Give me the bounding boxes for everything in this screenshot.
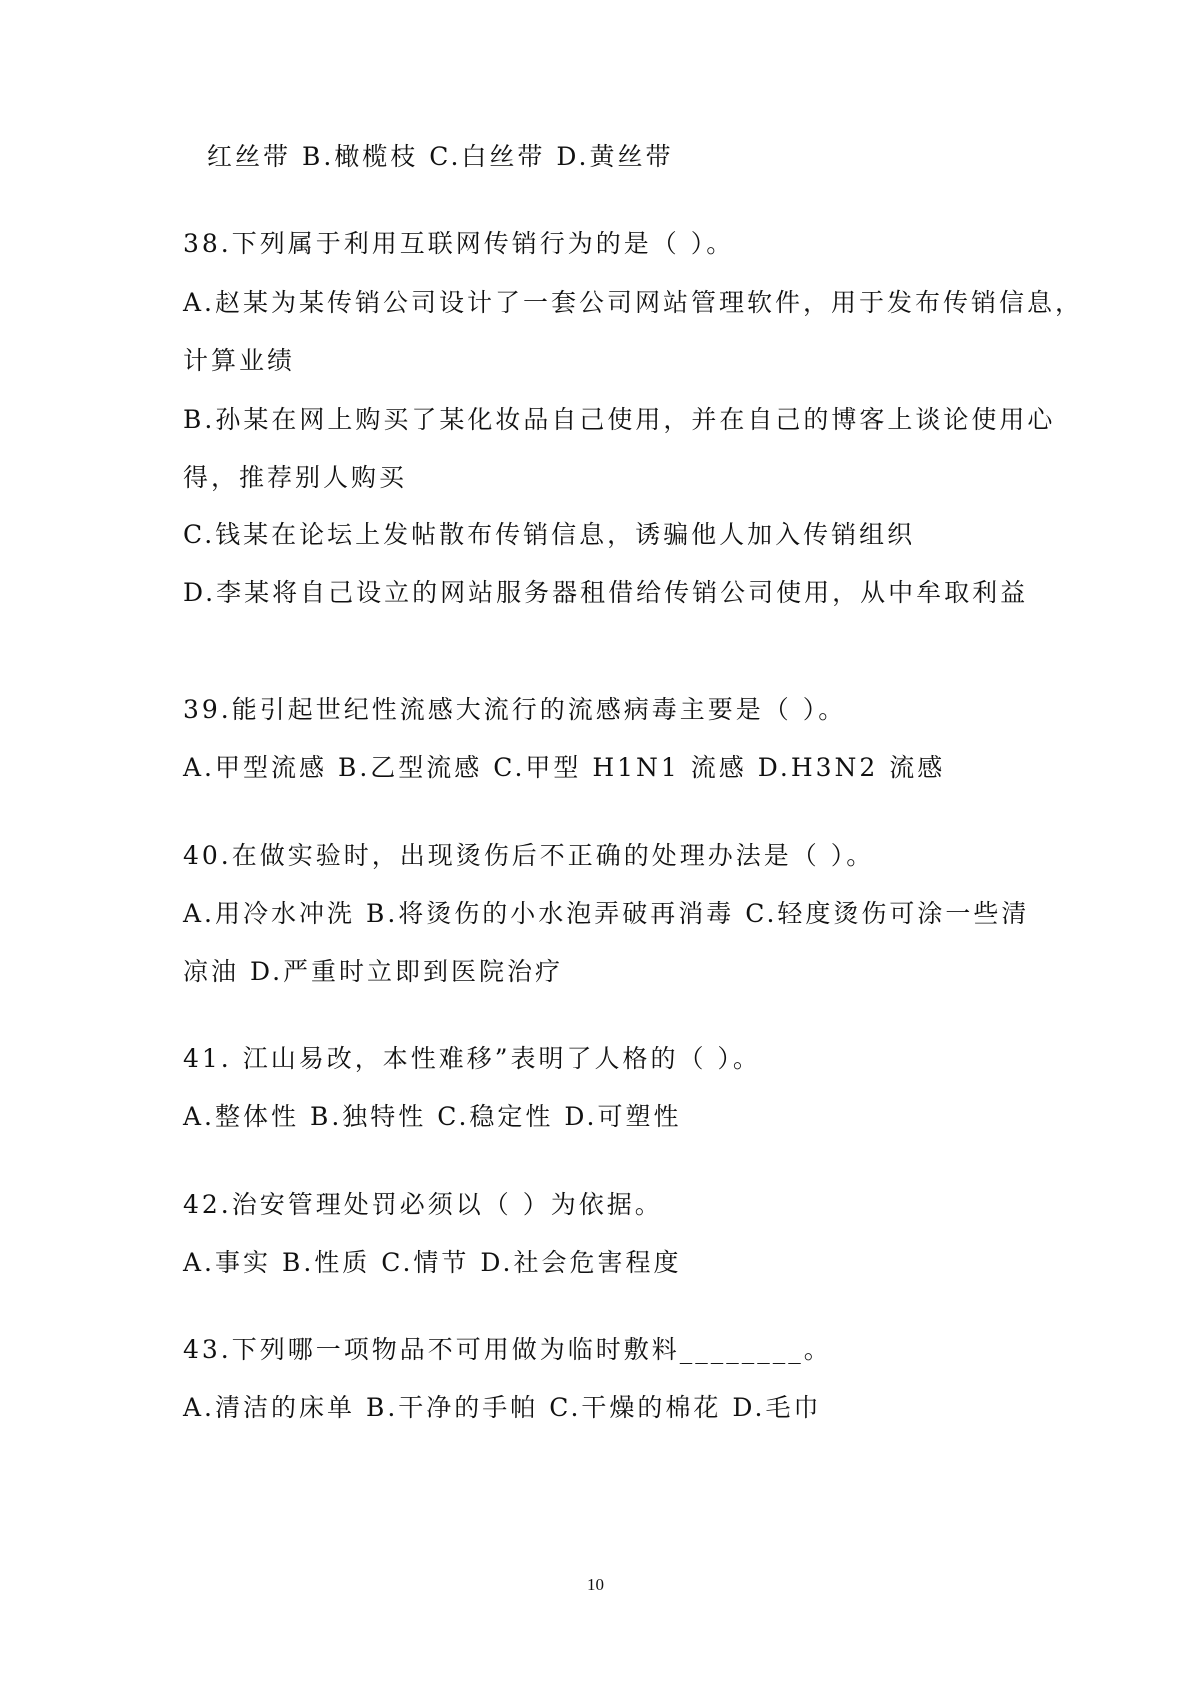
q40-options-cont: 凉油 D.严重时立即到医院治疗 bbox=[183, 957, 564, 986]
q40-options: A.用冷水冲洗 B.将烫伤的小水泡弄破再消毒 C.轻度烫伤可涂一些清 bbox=[183, 899, 1030, 928]
q38-option-a-cont: 计算业绩 bbox=[183, 346, 296, 375]
q43-question: 43.下列哪一项物品不可用做为临时敷料________。 bbox=[183, 1335, 832, 1364]
q42-question: 42.治安管理处罚必须以（ ）为依据。 bbox=[183, 1190, 663, 1219]
q38-option-b: B.孙某在网上购买了某化妆品自己使用，并在自己的博客上谈论使用心 bbox=[183, 405, 1056, 434]
q37-options: 红丝带 B.橄榄枝 C.白丝带 D.黄丝带 bbox=[207, 142, 674, 171]
q40-question: 40.在做实验时，出现烫伤后不正确的处理办法是（ ）。 bbox=[183, 841, 875, 870]
page-number: 10 bbox=[587, 1575, 604, 1594]
q38-question: 38.下列属于利用互联网传销行为的是（ ）。 bbox=[183, 229, 735, 258]
q42-options: A.事实 B.性质 C.情节 D.社会危害程度 bbox=[183, 1248, 682, 1277]
q41-question: 41. 江山易改，本性难移”表明了人格的（ ）。 bbox=[183, 1044, 761, 1073]
q38-option-b-cont: 得，推荐别人购买 bbox=[183, 463, 408, 492]
q38-option-c: C.钱某在论坛上发帖散布传销信息，诱骗他人加入传销组织 bbox=[183, 520, 916, 549]
q41-options: A.整体性 B.独特性 C.稳定性 D.可塑性 bbox=[183, 1102, 682, 1131]
q38-option-d: D.李某将自己设立的网站服务器租借给传销公司使用，从中牟取利益 bbox=[183, 578, 1029, 607]
q43-options: A.清洁的床单 B.干净的手帕 C.干燥的棉花 D.毛巾 bbox=[183, 1393, 822, 1422]
q39-question: 39.能引起世纪性流感大流行的流感病毒主要是（ ）。 bbox=[183, 695, 847, 724]
q39-options: A.甲型流感 B.乙型流感 C.甲型 H1N1 流感 D.H3N2 流感 bbox=[183, 753, 946, 782]
q38-option-a: A.赵某为某传销公司设计了一套公司网站管理软件，用于发布传销信息， bbox=[183, 288, 1084, 317]
